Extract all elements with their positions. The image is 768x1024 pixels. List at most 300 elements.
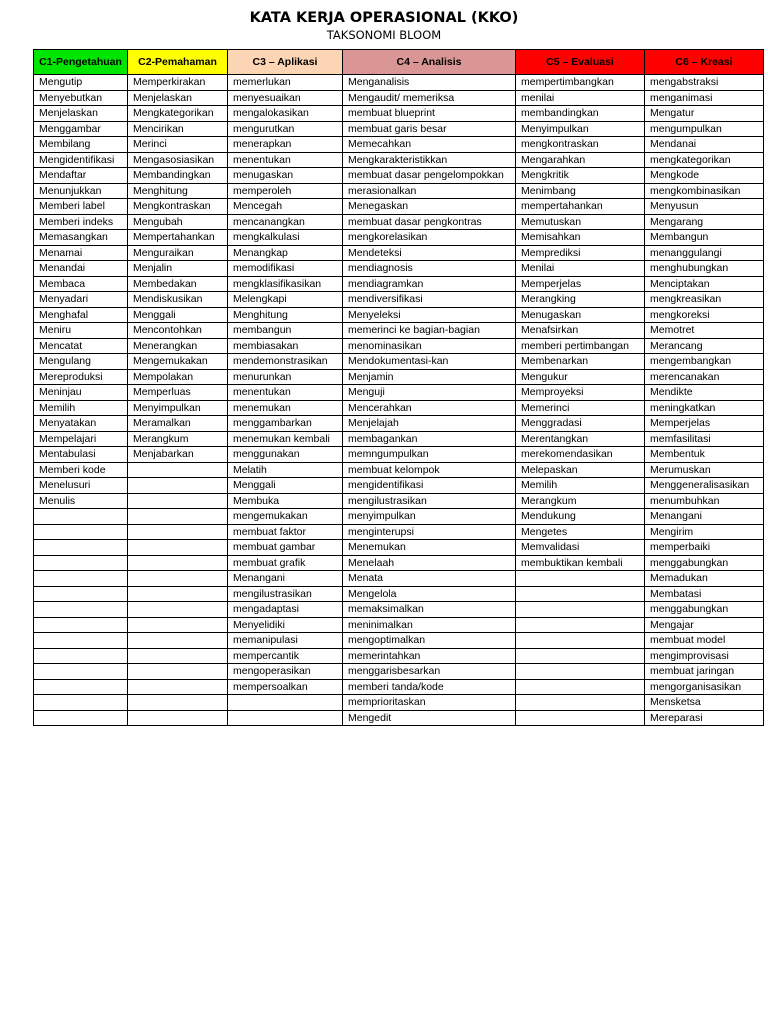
table-cell-c5: mempertimbangkan [516,75,645,91]
table-row [34,137,764,153]
table-cell-c1: Menyadari [34,292,128,308]
table-cell-c6: menggabungkan [645,602,764,618]
table-cell-c4: mendiagnosis [343,261,516,277]
table-cell-c1: Mengutip [34,75,128,91]
table-row [34,571,764,587]
table-row [34,214,764,230]
table-cell-c3: menentukan [228,152,343,168]
table-cell-c6: membuat model [645,633,764,649]
table-cell-c6: Membangun [645,230,764,246]
table-cell-c5 [516,571,645,587]
table-cell-c2: Menjabarkan [128,447,228,463]
table-row [34,710,764,726]
table-cell-c2 [128,478,228,494]
table-row [34,400,764,416]
table-cell-c4: memngumpulkan [343,447,516,463]
table-cell-c3: mengurutkan [228,121,343,137]
table-cell-c1 [34,710,128,726]
table-cell-c2: Memperkirakan [128,75,228,91]
table-cell-c6: menumbuhkan [645,493,764,509]
table-cell-c4: mengoptimalkan [343,633,516,649]
table-cell-c6: Mengarang [645,214,764,230]
table-cell-c5: Mendukung [516,509,645,525]
table-cell-c4: mengilustrasikan [343,493,516,509]
table-cell-c1: Menandai [34,261,128,277]
table-cell-c3: Menangkap [228,245,343,261]
table-cell-c2 [128,695,228,711]
table-cell-c2 [128,493,228,509]
table-cell-c6: mengembangkan [645,354,764,370]
table-cell-c5: Menilai [516,261,645,277]
table-cell-c3: menugaskan [228,168,343,184]
table-row [34,90,764,106]
header-c3: C3 – Aplikasi [228,50,343,75]
table-cell-c3: mengalokasikan [228,106,343,122]
table-row [34,230,764,246]
table-cell-c3: Menghitung [228,307,343,323]
table-cell-c1: Mentabulasi [34,447,128,463]
table-cell-c2 [128,555,228,571]
table-cell-c1: Membaca [34,276,128,292]
table-cell-c3: menggambarkan [228,416,343,432]
table-cell-c2 [128,664,228,680]
table-cell-c5: Memilih [516,478,645,494]
table-cell-c2: Mempolakan [128,369,228,385]
table-cell-c3: Menggali [228,478,343,494]
table-cell-c2: Menghitung [128,183,228,199]
table-cell-c6: Mendanai [645,137,764,153]
table-cell-c1: Memberi label [34,199,128,215]
table-cell-c5 [516,617,645,633]
table-cell-c4: Menegaskan [343,199,516,215]
table-cell-c4: membuat garis besar [343,121,516,137]
table-cell-c3: memperoleh [228,183,343,199]
table-cell-c4: meninimalkan [343,617,516,633]
table-cell-c3: memerlukan [228,75,343,91]
table-cell-c5: Melepaskan [516,462,645,478]
table-cell-c5 [516,602,645,618]
table-cell-c2: Mengasosiasikan [128,152,228,168]
table-cell-c6: Menangani [645,509,764,525]
table-cell-c4: memaksimalkan [343,602,516,618]
table-cell-c4: membuat kelompok [343,462,516,478]
table-cell-c5: Menafsirkan [516,323,645,339]
table-row [34,354,764,370]
table-cell-c6: Menciptakan [645,276,764,292]
table-cell-c3: menentukan [228,385,343,401]
table-cell-c2: Menjelaskan [128,90,228,106]
table-row [34,633,764,649]
table-cell-c6: mengkategorikan [645,152,764,168]
table-cell-c5: Mengarahkan [516,152,645,168]
header-c4: C4 – Analisis [343,50,516,75]
table-cell-c3: menggunakan [228,447,343,463]
table-cell-c1: Mengidentifikasi [34,152,128,168]
table-cell-c4: Memecahkan [343,137,516,153]
table-row [34,385,764,401]
table-cell-c1 [34,633,128,649]
table-cell-c6: Mendikte [645,385,764,401]
table-cell-c4: membagankan [343,431,516,447]
table-cell-c5: Memutuskan [516,214,645,230]
table-cell-c2: Menerangkan [128,338,228,354]
table-cell-c5: Memerinci [516,400,645,416]
table-row [34,276,764,292]
table-cell-c6: Merancang [645,338,764,354]
table-cell-c3: Membuka [228,493,343,509]
table-cell-c2: Memperluas [128,385,228,401]
table-cell-c3: membuat gambar [228,540,343,556]
table-cell-c1: Mencatat [34,338,128,354]
table-cell-c2 [128,540,228,556]
table-cell-c1 [34,648,128,664]
table-cell-c5: membuktikan kembali [516,555,645,571]
table-cell-c5: Memprediksi [516,245,645,261]
table-cell-c2 [128,462,228,478]
table-cell-c5: Memperjelas [516,276,645,292]
table-cell-c6: memfasilitasi [645,431,764,447]
table-cell-c3: menerapkan [228,137,343,153]
table-cell-c3: mengkalkulasi [228,230,343,246]
table-cell-c4: Menganalisis [343,75,516,91]
table-row [34,648,764,664]
table-row [34,478,764,494]
table-cell-c5: Memvalidasi [516,540,645,556]
table-cell-c1: Menulis [34,493,128,509]
table-cell-c2 [128,571,228,587]
table-cell-c2 [128,524,228,540]
table-cell-c3: mempercantik [228,648,343,664]
table-cell-c1 [34,695,128,711]
table-cell-c3 [228,695,343,711]
table-cell-c1: Mendaftar [34,168,128,184]
table-cell-c4: Mengkarakteristikkan [343,152,516,168]
table-cell-c1 [34,617,128,633]
table-row [34,679,764,695]
table-cell-c5: Menggradasi [516,416,645,432]
table-cell-c3: membangun [228,323,343,339]
table-cell-c6: Merumuskan [645,462,764,478]
table-cell-c1 [34,664,128,680]
table-cell-c5 [516,633,645,649]
table-row [34,75,764,91]
header-c6: C6 – Kreasi [645,50,764,75]
table-row [34,555,764,571]
table-cell-c1: Menyebutkan [34,90,128,106]
table-cell-c1: Meninjau [34,385,128,401]
table-cell-c3: mengilustrasikan [228,586,343,602]
table-row [34,462,764,478]
table-cell-c2 [128,602,228,618]
header-c1: C1-Pengetahuan [34,50,128,75]
table-cell-c5 [516,695,645,711]
table-cell-c5: Memproyeksi [516,385,645,401]
table-cell-c3: mengoperasikan [228,664,343,680]
table-cell-c1 [34,540,128,556]
table-cell-c4: Mengelola [343,586,516,602]
table-cell-c5: Mengkritik [516,168,645,184]
table-cell-c6: Mengajar [645,617,764,633]
table-cell-c2 [128,617,228,633]
table-cell-c1: Menelusuri [34,478,128,494]
table-cell-c1: Meniru [34,323,128,339]
table-cell-c3: menemukan kembali [228,431,343,447]
table-cell-c2 [128,648,228,664]
table-cell-c3: mendemonstrasikan [228,354,343,370]
table-cell-c5: membandingkan [516,106,645,122]
table-cell-c1: Mengulang [34,354,128,370]
table-cell-c6: mengkoreksi [645,307,764,323]
table-row [34,121,764,137]
table-cell-c2: Mencirikan [128,121,228,137]
table-cell-c4: Menelaah [343,555,516,571]
table-cell-c3: mengadaptasi [228,602,343,618]
table-row [34,586,764,602]
table-row [34,416,764,432]
kko-table [33,49,764,726]
table-cell-c6: merencanakan [645,369,764,385]
table-cell-c1: Mereproduksi [34,369,128,385]
table-cell-c2: Merinci [128,137,228,153]
table-cell-c5: Mengukur [516,369,645,385]
table-cell-c3: mengklasifikasikan [228,276,343,292]
table-cell-c6: Mengkode [645,168,764,184]
table-cell-c2: Mengubah [128,214,228,230]
table-cell-c4: Mendokumentasi-kan [343,354,516,370]
table-cell-c5: Menugaskan [516,307,645,323]
table-cell-c2: Mendiskusikan [128,292,228,308]
table-row [34,369,764,385]
table-cell-c6: mengabstraksi [645,75,764,91]
table-cell-c4: Mengaudit/ memeriksa [343,90,516,106]
table-row [34,431,764,447]
table-cell-c6: Membatasi [645,586,764,602]
table-cell-c5: mempertahankan [516,199,645,215]
table-cell-c6: mengimprovisasi [645,648,764,664]
table-cell-c2 [128,633,228,649]
table-cell-c6: menganimasi [645,90,764,106]
table-cell-c2: Menggali [128,307,228,323]
table-cell-c1: Memasangkan [34,230,128,246]
table-cell-c2: Merangkum [128,431,228,447]
table-row [34,664,764,680]
table-row [34,695,764,711]
table-cell-c4: Menjamin [343,369,516,385]
table-cell-c6: Memperjelas [645,416,764,432]
table-cell-c4: memerinci ke bagian-bagian [343,323,516,339]
table-cell-c3: Mencegah [228,199,343,215]
table-cell-c3: Menyelidiki [228,617,343,633]
table-row [34,447,764,463]
table-cell-c3: memanipulasi [228,633,343,649]
header-row [34,50,764,75]
table-cell-c3 [228,710,343,726]
table-cell-c4: menggarisbesarkan [343,664,516,680]
table-cell-c5: Merentangkan [516,431,645,447]
table-cell-c5: menilai [516,90,645,106]
table-cell-c6: meningkatkan [645,400,764,416]
table-cell-c5: Merangkum [516,493,645,509]
table-cell-c6: menghubungkan [645,261,764,277]
table-cell-c4: mengkorelasikan [343,230,516,246]
table-cell-c4: membuat dasar pengelompokkan [343,168,516,184]
table-cell-c1 [34,571,128,587]
table-cell-c4: mendiagramkan [343,276,516,292]
table-cell-c5: merekomendasikan [516,447,645,463]
table-cell-c4: menyimpulkan [343,509,516,525]
table-cell-c1: Membilang [34,137,128,153]
table-cell-c1: Menjelaskan [34,106,128,122]
table-cell-c3: menurunkan [228,369,343,385]
table-cell-c3: mengemukakan [228,509,343,525]
table-cell-c6: Mensketsa [645,695,764,711]
table-row [34,106,764,122]
table-cell-c5 [516,710,645,726]
table-cell-c2 [128,586,228,602]
table-cell-c3: membiasakan [228,338,343,354]
table-cell-c6: membuat jaringan [645,664,764,680]
table-cell-c5: mengkontraskan [516,137,645,153]
table-cell-c4: memerintahkan [343,648,516,664]
table-cell-c2: Mempertahankan [128,230,228,246]
table-cell-c6: Mereparasi [645,710,764,726]
table-cell-c5: Merangking [516,292,645,308]
table-cell-c5 [516,586,645,602]
table-cell-c2: Menjalin [128,261,228,277]
table-cell-c2 [128,710,228,726]
table-cell-c1 [34,555,128,571]
table-row [34,323,764,339]
table-cell-c2: Menguraikan [128,245,228,261]
page-subtitle: TAKSONOMI BLOOM [326,28,442,42]
table-cell-c2: Mengkontraskan [128,199,228,215]
table-cell-c5: memberi pertimbangan [516,338,645,354]
table-cell-c1: Menamai [34,245,128,261]
table-cell-c2 [128,679,228,695]
table-cell-c4: menginterupsi [343,524,516,540]
table-row [34,338,764,354]
table-cell-c2: Menyimpulkan [128,400,228,416]
table-cell-c6: Menyusun [645,199,764,215]
table-cell-c2: Membandingkan [128,168,228,184]
table-cell-c4: membuat blueprint [343,106,516,122]
table-cell-c1: Menggambar [34,121,128,137]
table-cell-c5 [516,679,645,695]
table-cell-c6: menanggulangi [645,245,764,261]
table-cell-c3: membuat faktor [228,524,343,540]
table-cell-c6: menggabungkan [645,555,764,571]
table-cell-c4: Menjelajah [343,416,516,432]
table-cell-c4: memberi tanda/kode [343,679,516,695]
table-cell-c3: memodifikasi [228,261,343,277]
table-cell-c1: Menunjukkan [34,183,128,199]
table-row [34,183,764,199]
table-cell-c6: Mengatur [645,106,764,122]
table-cell-c3: menyesuaikan [228,90,343,106]
table-cell-c3: menemukan [228,400,343,416]
table-cell-c1: Mempelajari [34,431,128,447]
table-cell-c5: Menimbang [516,183,645,199]
table-cell-c6: mengumpulkan [645,121,764,137]
table-cell-c1: Menyatakan [34,416,128,432]
table-cell-c2 [128,509,228,525]
table-cell-c6: Memadukan [645,571,764,587]
table-cell-c4: Mencerahkan [343,400,516,416]
table-row [34,307,764,323]
table-cell-c5: Membenarkan [516,354,645,370]
table-cell-c4: menominasikan [343,338,516,354]
table-cell-c1 [34,679,128,695]
table-cell-c3: Melatih [228,462,343,478]
table-cell-c4: Menguji [343,385,516,401]
table-cell-c1 [34,602,128,618]
table-cell-c1: Memberi kode [34,462,128,478]
table-cell-c3: membuat grafik [228,555,343,571]
table-row [34,261,764,277]
table-cell-c6: memperbaiki [645,540,764,556]
table-row [34,493,764,509]
header-c5: C5 – Evaluasi [516,50,645,75]
table-cell-c5 [516,648,645,664]
table-row [34,524,764,540]
table-row [34,540,764,556]
table-cell-c4: Mendeteksi [343,245,516,261]
table-cell-c4: Mengedit [343,710,516,726]
table-cell-c1 [34,524,128,540]
table-row [34,152,764,168]
table-cell-c1 [34,586,128,602]
table-cell-c5: Memisahkan [516,230,645,246]
table-cell-c1: Memilih [34,400,128,416]
table-cell-c6: Mengirim [645,524,764,540]
table-cell-c1: Memberi indeks [34,214,128,230]
table-cell-c4: mendiversifikasi [343,292,516,308]
table-cell-c6: Membentuk [645,447,764,463]
table-cell-c2: Mengkategorikan [128,106,228,122]
table-cell-c4: Menemukan [343,540,516,556]
table-cell-c4: Menyeleksi [343,307,516,323]
table-cell-c2: Mengemukakan [128,354,228,370]
table-cell-c4: memprioritaskan [343,695,516,711]
table-cell-c5: Menyimpulkan [516,121,645,137]
table-row [34,509,764,525]
table-cell-c4: mengidentifikasi [343,478,516,494]
table-cell-c2: Membedakan [128,276,228,292]
table-cell-c6: Menggeneralisasikan [645,478,764,494]
table-row [34,199,764,215]
table-row [34,602,764,618]
table-cell-c6: mengorganisasikan [645,679,764,695]
table-cell-c3: mempersoalkan [228,679,343,695]
table-cell-c1 [34,509,128,525]
table-cell-c4: Menata [343,571,516,587]
table-cell-c6: mengkombinasikan [645,183,764,199]
table-cell-c3: Melengkapi [228,292,343,308]
table-row [34,168,764,184]
table-cell-c6: Memotret [645,323,764,339]
table-cell-c2: Mencontohkan [128,323,228,339]
table-cell-c2: Meramalkan [128,416,228,432]
table-row [34,292,764,308]
table-cell-c5 [516,664,645,680]
table-cell-c1: Menghafal [34,307,128,323]
table-row [34,245,764,261]
header-c2: C2-Pemahaman [128,50,228,75]
table-row [34,617,764,633]
table-cell-c6: mengkreasikan [645,292,764,308]
table-cell-c3: mencanangkan [228,214,343,230]
table-cell-c5: Mengetes [516,524,645,540]
